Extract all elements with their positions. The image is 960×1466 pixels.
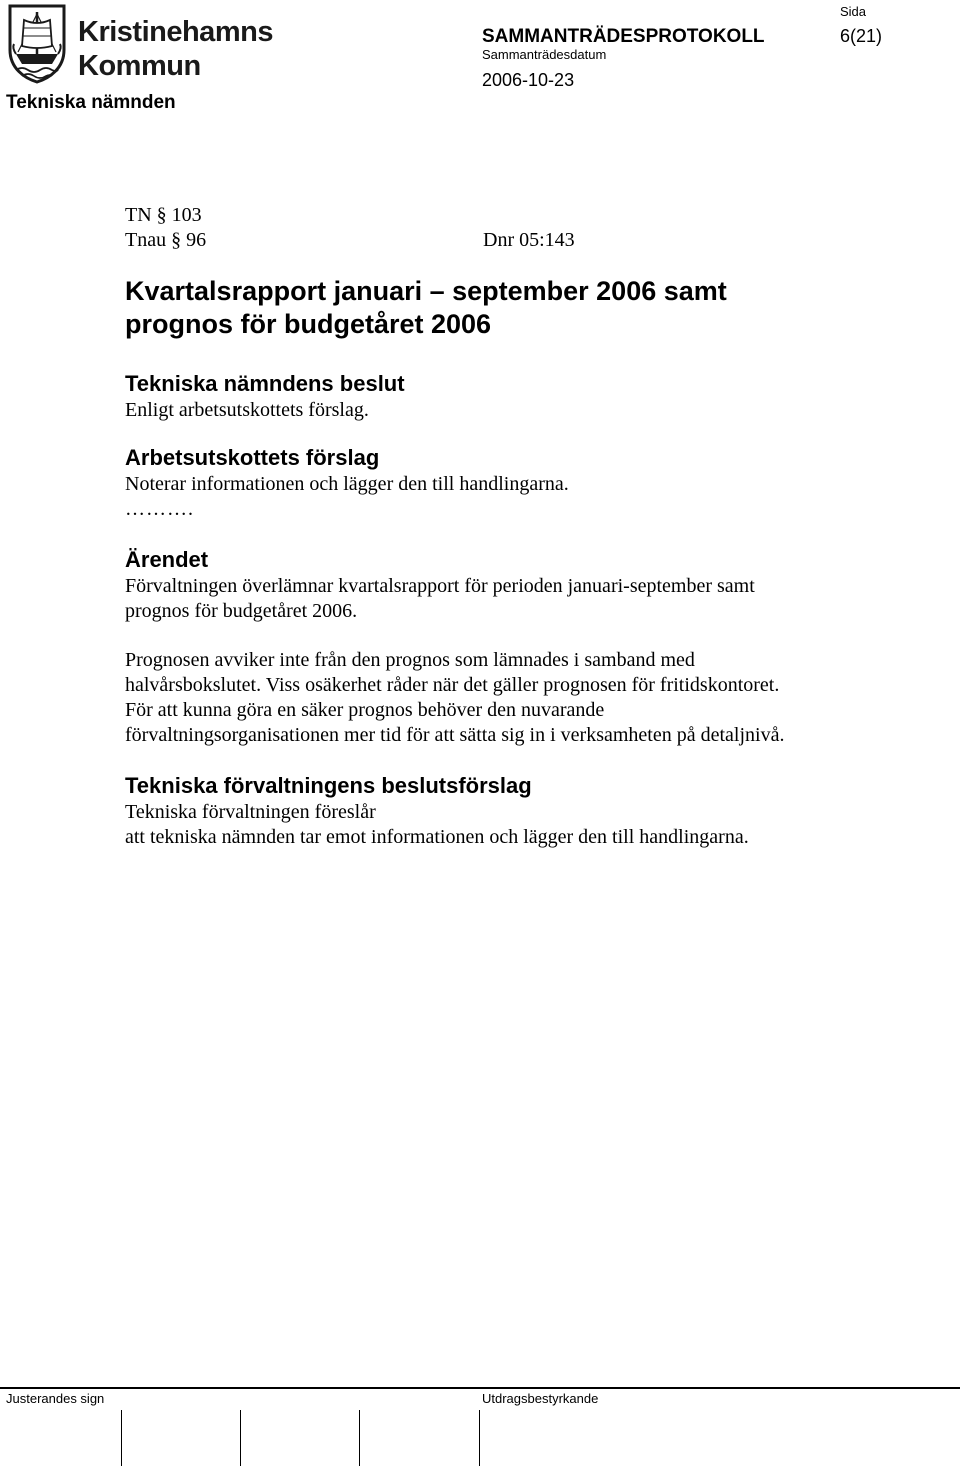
page-label: Sida xyxy=(840,4,867,19)
section-paragraph: Förvaltningen överlämnar kvartalsrapport för perioden januari-september samt prognos för budgetåret 2006. xyxy=(125,575,755,622)
section-heading: Tekniska förvaltningens beslutsförslag xyxy=(125,773,532,798)
section-decision xyxy=(125,370,845,423)
reference-line-tnau xyxy=(125,229,845,254)
reference-line-tn xyxy=(125,204,845,229)
section-heading: Ärendet xyxy=(125,547,209,572)
signature-label: Justerandes sign xyxy=(6,1391,105,1406)
signature-box-divider xyxy=(359,1410,360,1466)
tn-paragraph-number: TN § 103 xyxy=(125,204,202,226)
item-title: Kvartalsrapport januari – september 2006 samt prognos för budgetåret 2006 xyxy=(125,276,727,339)
logo-line-1: Kristinehamns xyxy=(78,16,273,48)
section-paragraph: Enligt arbetsutskottets förslag. xyxy=(125,399,369,421)
coat-of-arms-ship-icon xyxy=(6,2,68,84)
municipality-logo xyxy=(6,2,273,86)
section-paragraph: Prognosen avviker inte från den prognos som lämnades i samband med halvårsbokslutet. Viss osäkerhet råder när det gäller prognosen för fritidskontoret. För att kunna göra en säker prognos behöver den nuvarande förvaltningsorganisationen mer tid för att sätta sig in i verksamheten på detaljnivå. xyxy=(125,649,785,746)
signature-box-divider xyxy=(240,1410,241,1466)
section-heading: Tekniska nämndens beslut xyxy=(125,371,405,396)
footer-divider xyxy=(0,1387,960,1389)
committee-name: Tekniska nämnden xyxy=(6,92,176,113)
meeting-date: 2006-10-23 xyxy=(482,70,575,90)
date-label: Sammanträdesdatum xyxy=(482,47,607,62)
section-matter xyxy=(125,546,845,748)
tnau-paragraph-number: Tnau § 96 xyxy=(125,229,207,251)
section-paragraph: att tekniska nämnden tar emot informationen och lägger den till handlingarna. xyxy=(125,826,749,848)
section-administration-proposal xyxy=(125,772,845,850)
diary-number: Dnr 05:143 xyxy=(483,229,575,251)
section-paragraph: Tekniska förvaltningen föreslår xyxy=(125,801,376,823)
section-committee-proposal xyxy=(125,444,845,522)
extract-certification-label: Utdragsbestyrkande xyxy=(482,1391,599,1406)
page-number: 6(21) xyxy=(840,26,883,46)
signature-box-divider xyxy=(121,1410,122,1466)
continuation-dots: ………. xyxy=(125,498,194,520)
section-paragraph: Noterar informationen och lägger den till handlingarna. xyxy=(125,473,569,495)
signature-box-divider xyxy=(479,1410,480,1466)
section-heading: Arbetsutskottets förslag xyxy=(125,445,380,470)
minutes-body xyxy=(125,204,845,850)
logo-line-2: Kommun xyxy=(78,50,201,82)
document-type: SAMMANTRÄDESPROTOKOLL xyxy=(482,26,765,47)
